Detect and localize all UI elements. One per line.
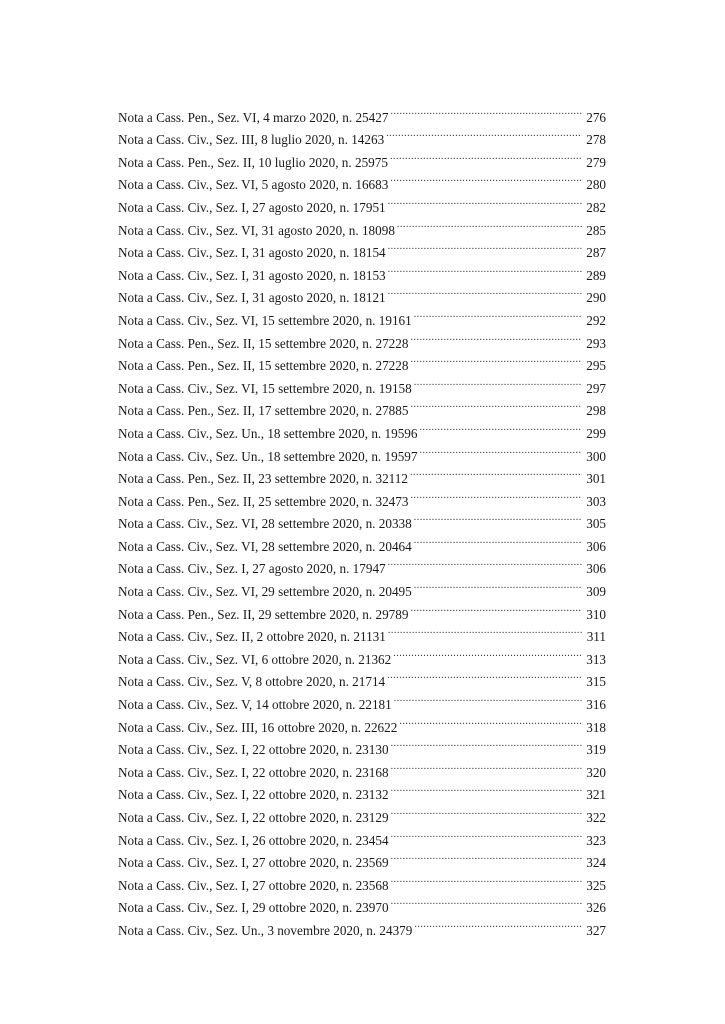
toc-dot-leader [390, 99, 582, 122]
toc-entry-page-number: 315 [586, 674, 606, 690]
toc-entry-title: Nota a Cass. Civ., Sez. I, 27 ottobre 2020, n. 23568 [118, 877, 389, 893]
toc-entry-page-number: 280 [586, 177, 606, 193]
toc-entry-title: Nota a Cass. Civ., Sez. VI, 15 settembre 2020, n. 19161 [118, 312, 412, 328]
toc-entry-title: Nota a Cass. Pen., Sez. II, 10 luglio 2020, n. 25975 [118, 154, 388, 170]
toc-dot-leader [387, 664, 582, 687]
toc-dot-leader [388, 235, 582, 258]
toc-entry-page-number: 318 [586, 719, 606, 735]
toc-entry-title: Nota a Cass. Civ., Sez. I, 26 ottobre 2020, n. 23454 [118, 832, 389, 848]
toc-entry-page-number: 292 [586, 312, 606, 328]
toc-entry[interactable] [118, 99, 606, 125]
toc-entry-page-number: 303 [586, 493, 606, 509]
toc-entry-page-number: 306 [586, 538, 606, 554]
toc-entry-page-number: 299 [586, 425, 606, 441]
toc-entry-page-number: 293 [586, 335, 606, 351]
toc-entry-title: Nota a Cass. Civ., Sez. V, 8 ottobre 2020, n. 21714 [118, 674, 386, 690]
toc-entry-title: Nota a Cass. Civ., Sez. VI, 28 settembre 2020, n. 20338 [118, 516, 412, 532]
toc-entry-title: Nota a Cass. Civ., Sez. I, 31 agosto 2020, n. 18121 [118, 290, 386, 306]
toc-dot-leader [393, 641, 582, 664]
toc-entry-page-number: 300 [586, 448, 606, 464]
toc-entry-page-number: 306 [586, 561, 606, 577]
toc-entry-title: Nota a Cass. Civ., Sez. Un., 18 settembre 2020, n. 19596 [118, 425, 418, 441]
toc-dot-leader [388, 257, 582, 280]
toc-entry-page-number: 310 [586, 606, 606, 622]
toc-dot-leader [399, 709, 582, 732]
toc-dot-leader [391, 754, 582, 777]
toc-dot-leader [410, 325, 582, 348]
toc-entry-title: Nota a Cass. Pen., Sez. II, 15 settembre 2020, n. 27228 [118, 358, 409, 374]
toc-entry-page-number: 320 [586, 764, 606, 780]
toc-entry-title: Nota a Cass. Pen., Sez. II, 15 settembre 2020, n. 27228 [118, 335, 409, 351]
toc-dot-leader [386, 122, 582, 145]
toc-entry-page-number: 295 [586, 358, 606, 374]
toc-entry-title: Nota a Cass. Pen., Sez. II, 25 settembre 2020, n. 32473 [118, 493, 409, 509]
toc-dot-leader [410, 596, 582, 619]
toc-entry-page-number: 313 [586, 651, 606, 667]
toc-dot-leader [414, 528, 582, 551]
toc-entry-page-number: 323 [586, 832, 606, 848]
toc-entry-title: Nota a Cass. Pen., Sez. II, 23 settembre 2020, n. 32112 [118, 471, 408, 487]
toc-dot-leader [394, 686, 582, 709]
toc-entry-title: Nota a Cass. Civ., Sez. I, 22 ottobre 2020, n. 23129 [118, 810, 389, 825]
toc-entry-title: Nota a Cass. Civ., Sez. I, 27 ottobre 2020, n. 23569 [118, 855, 389, 871]
toc-entry-page-number: 309 [586, 584, 606, 600]
toc-dot-leader [414, 912, 582, 935]
toc-entry-title: Nota a Cass. Civ., Sez. I, 27 agosto 2020, n. 17947 [118, 561, 386, 577]
toc-entry-title: Nota a Cass. Civ., Sez. VI, 28 settembre 2020, n. 20464 [118, 538, 412, 554]
toc-dot-leader [414, 573, 582, 596]
toc-entry-page-number: 319 [586, 742, 606, 758]
toc-entry-title: Nota a Cass. Civ., Sez. II, 2 ottobre 2020, n. 21131 [118, 629, 386, 645]
toc-entry-title: Nota a Cass. Civ., Sez. VI, 15 settembre 2020, n. 19158 [118, 380, 412, 396]
toc-entry-title: Nota a Cass. Civ., Sez. VI, 29 settembre 2020, n. 20495 [118, 584, 412, 600]
toc-dot-leader [391, 845, 582, 868]
toc-entry-page-number: 298 [586, 403, 606, 419]
toc-entry-title: Nota a Cass. Civ., Sez. I, 31 agosto 2020, n. 18153 [118, 267, 386, 283]
toc-dot-leader [391, 732, 582, 755]
toc-entry-page-number: 327 [586, 922, 606, 938]
toc-dot-leader [391, 890, 582, 913]
toc-dot-leader [388, 551, 582, 574]
toc-entry-title: Nota a Cass. Civ., Sez. Un., 3 novembre 2020, n. 24379 [118, 922, 413, 938]
toc-entry-title: Nota a Cass. Civ., Sez. I, 29 ottobre 2020, n. 23970 [118, 900, 389, 916]
toc-entry-title: Nota a Cass. Civ., Sez. I, 22 ottobre 2020, n. 23132 [118, 787, 389, 803]
toc-entry-page-number: 278 [586, 132, 606, 148]
toc-entry-title: Nota a Cass. Civ., Sez. I, 27 agosto 2020, n. 17951 [118, 199, 386, 215]
toc-entry-title: Nota a Cass. Pen., Sez. II, 29 settembre 2020, n. 29789 [118, 606, 409, 622]
toc-entry-page-number: 276 [586, 109, 606, 125]
toc-entry-page-number: 325 [586, 877, 606, 893]
toc-dot-leader [414, 302, 582, 325]
toc-entry-page-number: 316 [586, 697, 606, 713]
toc-entry-title: Nota a Cass. Civ., Sez. Un., 18 settembre 2020, n. 19597 [118, 448, 418, 464]
toc-entry-page-number: 290 [586, 290, 606, 306]
toc-dot-leader [397, 212, 582, 235]
toc-entry-page-number: 287 [586, 245, 606, 261]
toc-dot-leader [388, 280, 582, 303]
toc-entry-title: Nota a Cass. Civ., Sez. VI, 31 agosto 2020, n. 18098 [118, 222, 395, 238]
toc-entry-title: Nota a Cass. Civ., Sez. III, 8 luglio 2020, n. 14263 [118, 132, 385, 148]
toc-entry-title: Nota a Cass. Civ., Sez. I, 31 agosto 2020, n. 18154 [118, 245, 386, 261]
toc-entry-title: Nota a Cass. Pen., Sez. II, 17 settembre 2020, n. 27885 [118, 403, 409, 419]
toc-dot-leader [410, 393, 582, 416]
toc-dot-leader [420, 438, 583, 461]
toc-entry-title: Nota a Cass. Pen., Sez. VI, 4 marzo 2020, n. 25427 [118, 109, 389, 125]
toc-entry-page-number: 326 [586, 900, 606, 916]
toc-entry-page-number: 279 [586, 154, 606, 170]
toc-dot-leader [410, 348, 582, 371]
toc-entry-page-number: 297 [586, 380, 606, 396]
toc-dot-leader [390, 144, 582, 167]
toc-dot-leader [414, 506, 582, 529]
toc-entry-title: Nota a Cass. Civ., Sez. V, 14 ottobre 2020, n. 22181 [118, 697, 392, 713]
toc-entry-title: Nota a Cass. Civ., Sez. VI, 5 agosto 2020, n. 16683 [118, 177, 389, 193]
toc-entry-page-number: 322 [586, 810, 606, 825]
toc-entry-page-number: 305 [586, 516, 606, 532]
toc-dot-leader [388, 619, 582, 642]
toc-entry-title: Nota a Cass. Civ., Sez. I, 22 ottobre 2020, n. 23130 [118, 742, 389, 758]
toc-entry-page-number: 289 [586, 267, 606, 283]
toc-entry-title: Nota a Cass. Civ., Sez. I, 22 ottobre 2020, n. 23168 [118, 764, 389, 780]
toc-dot-leader [420, 415, 583, 438]
toc-dot-leader [390, 167, 582, 190]
toc-entry-page-number: 324 [586, 855, 606, 871]
toc-dot-leader [391, 867, 582, 890]
toc-entry-page-number: 321 [586, 787, 606, 803]
toc-dot-leader [410, 461, 582, 484]
toc-entry-page-number: 301 [586, 471, 606, 487]
table-of-contents [118, 99, 606, 938]
toc-dot-leader [391, 822, 582, 845]
toc-entry-page-number: 285 [586, 222, 606, 238]
toc-dot-leader [410, 483, 582, 506]
toc-dot-leader [388, 189, 582, 212]
toc-dot-leader [391, 777, 582, 800]
toc-entry-page-number: 311 [586, 629, 606, 645]
toc-dot-leader [414, 370, 582, 393]
toc-entry-title: Nota a Cass. Civ., Sez. III, 16 ottobre 2020, n. 22622 [118, 719, 398, 735]
toc-entry-title: Nota a Cass. Civ., Sez. VI, 6 ottobre 2020, n. 21362 [118, 651, 392, 667]
toc-dot-leader [391, 799, 582, 822]
toc-entry-page-number: 282 [586, 199, 606, 215]
